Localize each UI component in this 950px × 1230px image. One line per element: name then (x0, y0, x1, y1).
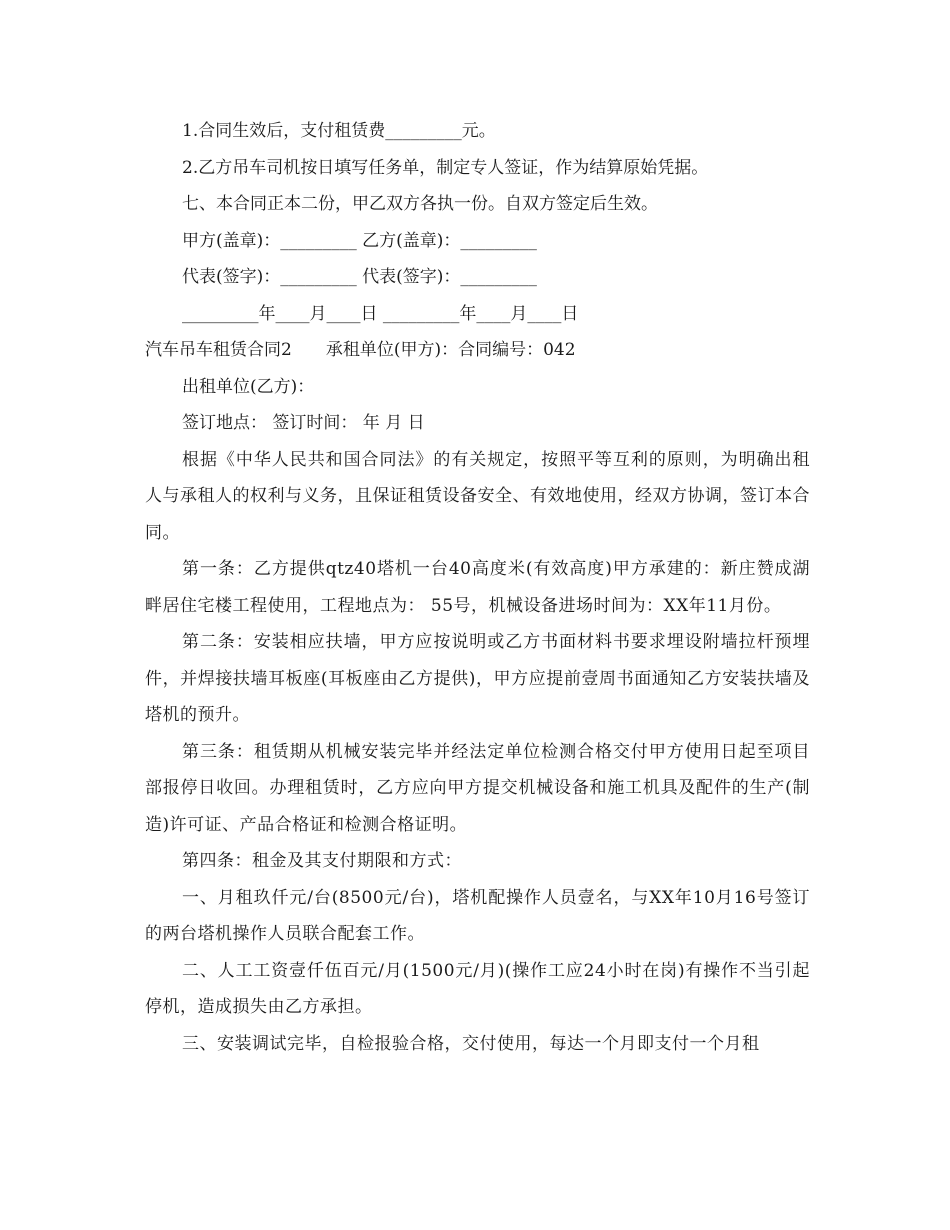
rent-item-2-paragraph: 二、人工工资壹仟伍百元/月(1500元/月)(操作工应24小时在岗)有操作不当引起停机，造成损失由乙方承担。 (145, 960, 810, 1017)
rent-item-1-paragraph: 一、月租玖仟元/台(8500元/台)，塔机配操作人员壹名，与XX年10月16号签订的两台塔机操作人员联合配套工作。 (145, 887, 810, 944)
signature-line: 代表(签字)：_________ 代表(签字)：_________ (182, 267, 537, 287)
clause-task-sheet-line: 2.乙方吊车司机按日填写任务单，制定专人签证，作为结算原始凭据。 (182, 157, 709, 178)
lessor-line: 出租单位(乙方)： (182, 376, 315, 397)
clause-payment-line: 1.合同生效后，支付租赁费_________元。 (182, 121, 496, 141)
article-4-heading: 第四条：租金及其支付期限和方式： (182, 851, 462, 871)
article-2-paragraph: 第二条：安装相应扶墙，甲方应按说明或乙方书面材料书要求埋设附墙拉杆预埋件，并焊接扶墙耳板座(耳板座由乙方提供)，甲方应提前壹周书面通知乙方安装扶墙及塔机的预升。 (145, 632, 810, 725)
article-3-paragraph: 第三条：租赁期从机械安装完毕并经法定单位检测合格交付甲方使用日起至项目部报停日收回。办理租赁时，乙方应向甲方提交机械设备和施工机具及配件的生产(制造)许可证、产品合格证和检测合格证明。 (145, 741, 810, 835)
signing-place-time-line: 签订地点： 签订时间： 年 月 日 (182, 413, 425, 433)
date-line: _________年____月____日 _________年____月____日 (182, 303, 579, 324)
seal-line: 甲方(盖章)：_________ 乙方(盖章)：_________ (182, 230, 537, 251)
article-1-paragraph: 第一条：乙方提供qtz40塔机一台40高度米(有效高度)甲方承建的：新庄赞成湖畔居住宅楼工程使用，工程地点为： 55号，机械设备进场时间为：XX年11月份。 (145, 559, 810, 616)
clause-copies-line: 七、本合同正本二份，甲乙双方各执一份。自双方签定后生效。 (182, 194, 658, 214)
preamble-paragraph: 根据《中华人民共和国合同法》的有关规定，按照平等互利的原则，为明确出租人与承租人的权利与义务，且保证租赁设备安全、有效地使用，经双方协调，签订本合同。 (145, 449, 810, 543)
rent-item-3-paragraph: 三、安装调试完毕，自检报验合格，交付使用，每达一个月即支付一个月租 (182, 1033, 760, 1054)
document-page (145, 113, 810, 1062)
contract-title-line: 汽车吊车租赁合同2 承租单位(甲方)：合同编号：042 (145, 340, 576, 360)
